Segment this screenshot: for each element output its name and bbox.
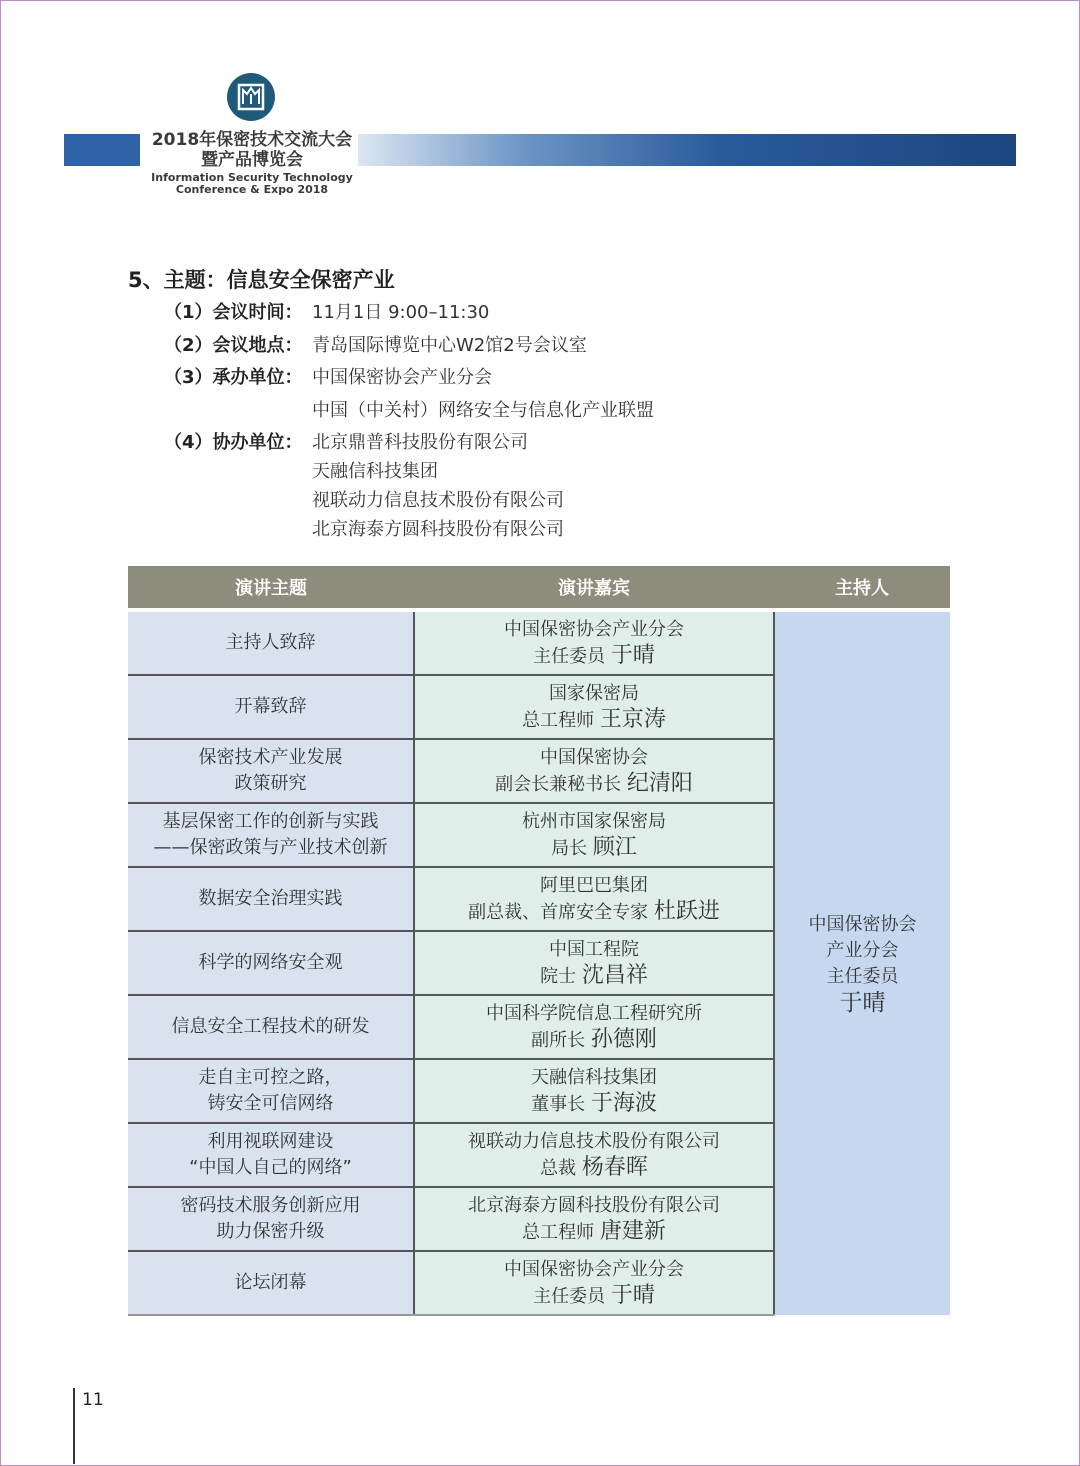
info-label: （4）协办单位： xyxy=(164,432,303,453)
conference-title-en xyxy=(140,172,364,196)
speaker-title: 总裁 xyxy=(540,1157,577,1179)
topic-cell xyxy=(128,675,414,739)
info-value: 中国保密协会产业分会 xyxy=(312,367,492,388)
info-value: 北京海泰方圆科技股份有限公司 xyxy=(312,519,564,540)
topic-text: 数据安全治理实践 xyxy=(198,888,343,909)
speaker-name: 沈昌祥 xyxy=(581,962,648,988)
speaker-cell xyxy=(414,1059,774,1123)
topic-cell xyxy=(128,995,414,1059)
topic-text: 论坛闭幕 xyxy=(234,1272,307,1293)
speaker-cell xyxy=(414,803,774,867)
speaker-title: 主任委员 xyxy=(533,645,606,667)
speaker-name: 杨春晖 xyxy=(581,1154,648,1180)
host-title: 主任委员 xyxy=(826,965,899,987)
info-value: 青岛国际博览中心W2馆2号会议室 xyxy=(312,335,587,356)
info-label: （2）会议地点： xyxy=(164,335,303,356)
speaker-cell xyxy=(414,675,774,739)
speaker-cell xyxy=(414,1123,774,1187)
speaker-org: 天融信科技集团 xyxy=(531,1066,657,1088)
topic-text: 走自主可控之路， xyxy=(198,1067,343,1088)
topic-text-2: 铸安全可信网络 xyxy=(207,1093,334,1114)
topic-text: 利用视联网建设 xyxy=(207,1131,334,1152)
speaker-org: 中国保密协会产业分会 xyxy=(504,1258,684,1280)
info-value: 视联动力信息技术股份有限公司 xyxy=(312,490,564,511)
speaker-org: 阿里巴巴集团 xyxy=(540,874,648,896)
schedule-table xyxy=(128,566,950,1316)
info-value: 中国（中关村）网络安全与信息化产业联盟 xyxy=(312,400,654,421)
speaker-org: 中国保密协会产业分会 xyxy=(504,618,684,640)
conference-title-line1: 2018年保密技术交流大会 xyxy=(151,130,353,150)
topic-cell xyxy=(128,1251,414,1315)
speaker-name: 于晴 xyxy=(610,642,655,668)
topic-text: 信息安全工程技术的研发 xyxy=(171,1016,370,1037)
info-coorganizer xyxy=(164,430,528,456)
topic-text-2: “中国人自己的网络” xyxy=(189,1157,352,1178)
info-organizer-2 xyxy=(164,398,654,424)
host-org: 中国保密协会 xyxy=(808,913,917,935)
topic-cell xyxy=(128,1187,414,1251)
speaker-name: 唐建新 xyxy=(599,1218,666,1244)
topic-cell xyxy=(128,867,414,931)
speaker-name: 王京涛 xyxy=(599,706,666,732)
speaker-title: 总工程师 xyxy=(522,709,595,731)
info-value: 北京鼎普科技股份有限公司 xyxy=(312,432,528,453)
conference-en-line1: Information Security Technology xyxy=(151,171,353,184)
speaker-title: 院士 xyxy=(540,965,577,987)
topic-cell xyxy=(128,931,414,995)
section-title: 5、主题：信息安全保密产业 xyxy=(128,268,395,292)
speaker-org: 国家保密局 xyxy=(549,682,639,704)
speaker-title: 主任委员 xyxy=(533,1285,606,1307)
topic-text-2: 政策研究 xyxy=(234,773,307,794)
page-margin-line xyxy=(73,1388,75,1464)
info-label: （3）承办单位： xyxy=(164,367,303,388)
speaker-org: 中国科学院信息工程研究所 xyxy=(486,1002,702,1024)
speaker-name: 于海波 xyxy=(590,1090,657,1116)
host-cell xyxy=(774,610,950,1315)
topic-cell xyxy=(128,610,414,675)
topic-text: 保密技术产业发展 xyxy=(198,747,343,768)
header-speaker: 演讲嘉宾 xyxy=(414,566,774,610)
speaker-cell xyxy=(414,1187,774,1251)
header-bar-left xyxy=(64,134,140,166)
speaker-name: 杜跃进 xyxy=(653,898,720,924)
info-coorganizer-4 xyxy=(164,517,564,543)
page-number: 11 xyxy=(82,1390,104,1410)
conference-logo-icon xyxy=(226,72,276,122)
info-label: （1）会议时间： xyxy=(164,302,303,323)
speaker-org: 中国工程院 xyxy=(549,938,639,960)
speaker-org: 北京海泰方圆科技股份有限公司 xyxy=(468,1194,720,1216)
speaker-org: 视联动力信息技术股份有限公司 xyxy=(468,1130,720,1152)
speaker-title: 副所长 xyxy=(531,1029,586,1051)
speaker-title: 副总裁、首席安全专家 xyxy=(468,901,649,923)
topic-text-2: ——保密政策与产业技术创新 xyxy=(153,837,388,858)
header-host: 主持人 xyxy=(774,566,950,610)
info-time xyxy=(164,300,489,326)
table-row xyxy=(128,610,950,675)
topic-cell xyxy=(128,1123,414,1187)
speaker-name: 顾江 xyxy=(592,834,637,860)
info-coorganizer-2 xyxy=(164,459,438,485)
speaker-org: 中国保密协会 xyxy=(540,746,648,768)
topic-text: 主持人致辞 xyxy=(225,632,316,653)
conference-title-line2: 暨产品博览会 xyxy=(201,150,303,170)
topic-cell xyxy=(128,1059,414,1123)
header-topic: 演讲主题 xyxy=(128,566,414,610)
table-header-row xyxy=(128,566,950,610)
speaker-cell xyxy=(414,867,774,931)
speaker-name: 孙德刚 xyxy=(590,1026,657,1052)
speaker-cell xyxy=(414,739,774,803)
speaker-org: 杭州市国家保密局 xyxy=(522,810,666,832)
speaker-name: 纪清阳 xyxy=(626,770,693,796)
speaker-cell xyxy=(414,610,774,675)
speaker-title: 局长 xyxy=(551,837,588,859)
speaker-title: 董事长 xyxy=(531,1093,586,1115)
topic-text: 基层保密工作的创新与实践 xyxy=(162,811,379,832)
info-value: 11月1日 9:00–11:30 xyxy=(312,302,490,323)
speaker-title: 副会长兼秘书长 xyxy=(495,773,622,795)
info-venue xyxy=(164,333,587,359)
speaker-name: 于晴 xyxy=(610,1282,655,1308)
topic-text-2: 助力保密升级 xyxy=(216,1221,325,1242)
topic-text: 科学的网络安全观 xyxy=(198,952,343,973)
host-name: 于晴 xyxy=(839,989,886,1016)
topic-cell xyxy=(128,739,414,803)
topic-text: 开幕致辞 xyxy=(234,696,307,717)
speaker-title: 总工程师 xyxy=(522,1221,595,1243)
speaker-cell xyxy=(414,995,774,1059)
speaker-cell xyxy=(414,931,774,995)
conference-title-cn xyxy=(140,130,364,170)
topic-cell xyxy=(128,803,414,867)
topic-text: 密码技术服务创新应用 xyxy=(180,1195,361,1216)
info-coorganizer-3 xyxy=(164,488,564,514)
info-organizer xyxy=(164,365,492,391)
speaker-cell xyxy=(414,1251,774,1315)
host-org-2: 产业分会 xyxy=(826,939,899,961)
header-bar-right xyxy=(358,134,1016,166)
conference-en-line2: Conference & Expo 2018 xyxy=(175,183,329,196)
info-value: 天融信科技集团 xyxy=(312,461,438,482)
